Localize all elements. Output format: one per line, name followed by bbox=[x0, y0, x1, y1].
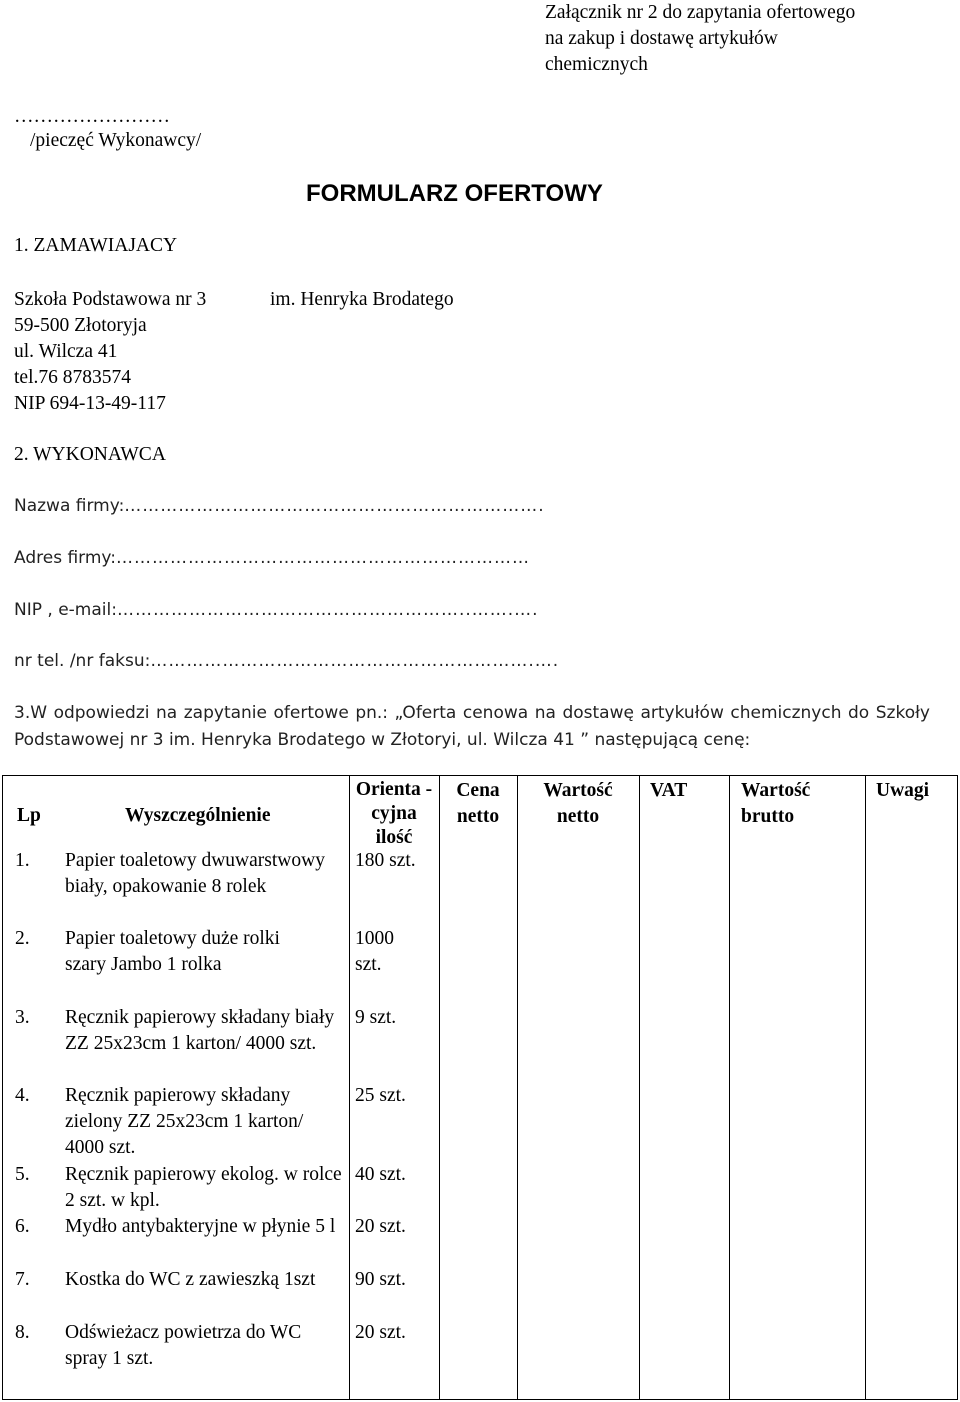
company-name-field[interactable] bbox=[14, 495, 545, 517]
header-quantity: Orienta -cyjna ilość bbox=[355, 779, 433, 848]
row-description: Ręcznik papierowy ekolog. w rolce 2 szt. w kpl. bbox=[65, 1164, 342, 1211]
section-3-text: 3.W odpowiedzi na zapytanie ofertowe pn.: „Oferta cenowa na dostawę artykułów chemicznych do Szkoły Podstawowej nr 3 im. Henryka Brodatego w Złotoryi, ul. Wilcza 41 ” następującą cenę: bbox=[14, 703, 930, 750]
header-value-net: Wartość netto bbox=[543, 780, 613, 827]
row-quantity: 1000 szt. bbox=[355, 928, 394, 975]
row-lp: 5. bbox=[15, 1164, 30, 1185]
buyer-street: ul. Wilcza 41 bbox=[14, 341, 118, 362]
company-name-label: Nazwa firmy: bbox=[14, 496, 125, 516]
row-description: Ręcznik papierowy składany zielony ZZ 25x23cm 1 karton/ 4000 szt. bbox=[65, 1085, 304, 1158]
buyer-nip: NIP 694-13-49-117 bbox=[14, 393, 166, 414]
header-description: Wyszczególnienie bbox=[125, 805, 271, 826]
header-price-net: Cena netto bbox=[456, 780, 500, 827]
buyer-phone: tel.76 8783574 bbox=[14, 367, 131, 388]
row-quantity: 40 szt. bbox=[355, 1164, 406, 1185]
annex-line-3: chemicznych bbox=[545, 54, 648, 75]
row-quantity: 180 szt. bbox=[355, 850, 416, 871]
row-lp: 2. bbox=[15, 928, 30, 949]
header-value-gross: Wartość brutto bbox=[741, 780, 811, 827]
annex-header bbox=[545, 0, 855, 78]
row-lp: 3. bbox=[15, 1007, 30, 1028]
row-quantity: 25 szt. bbox=[355, 1085, 406, 1106]
row-description: Mydło antybakteryjne w płynie 5 l bbox=[65, 1216, 336, 1237]
row-quantity: 20 szt. bbox=[355, 1216, 406, 1237]
phone-fax-label: nr tel. /nr faksu: bbox=[14, 651, 151, 671]
column-divider bbox=[639, 776, 640, 1399]
column-divider bbox=[517, 776, 518, 1399]
row-description: Papier toaletowy dwuwarstwowy biały, opakowanie 8 rolek bbox=[65, 850, 325, 897]
header-notes: Uwagi bbox=[876, 780, 930, 801]
row-description: Kostka do WC z zawieszką 1szt bbox=[65, 1269, 316, 1290]
phone-fax-dots: ……………………………………………………….…. bbox=[150, 651, 560, 671]
offer-table bbox=[2, 775, 958, 1400]
section-1-heading: 1. ZAMAWIAJACY bbox=[14, 235, 178, 256]
nip-email-label: NIP , e-mail: bbox=[14, 600, 117, 620]
row-lp: 4. bbox=[15, 1085, 30, 1106]
buyer-name-b: im. Henryka Brodatego bbox=[270, 289, 454, 310]
annex-line-1: Załącznik nr 2 do zapytania ofertowego bbox=[545, 2, 856, 23]
nip-email-dots: …………………………………………………..…….…. bbox=[116, 600, 539, 620]
row-lp: 6. bbox=[15, 1216, 30, 1237]
stamp-label: /pieczęć Wykonawcy/ bbox=[30, 130, 202, 151]
section-2-heading: 2. WYKONAWCA bbox=[14, 444, 166, 465]
company-address-field[interactable] bbox=[14, 547, 530, 569]
nip-email-field[interactable] bbox=[14, 599, 539, 621]
company-name-dots: ……………………………………………………………. bbox=[124, 496, 545, 516]
row-description: Odświeżacz powietrza do WC spray 1 szt. bbox=[65, 1322, 302, 1369]
page-title: FORMULARZ OFERTOWY bbox=[306, 180, 603, 207]
row-quantity: 90 szt. bbox=[355, 1269, 406, 1290]
stamp-dots: …………………… bbox=[14, 106, 170, 127]
phone-fax-field[interactable] bbox=[14, 650, 559, 672]
row-lp: 8. bbox=[15, 1322, 30, 1343]
header-lp: Lp bbox=[17, 805, 41, 826]
column-divider bbox=[349, 776, 350, 1399]
row-description: Papier toaletowy duże rolki szary Jambo 1 rolka bbox=[65, 928, 280, 975]
buyer-name-a: Szkoła Podstawowa nr 3 bbox=[14, 289, 207, 310]
row-quantity: 20 szt. bbox=[355, 1322, 406, 1343]
row-quantity: 9 szt. bbox=[355, 1007, 397, 1028]
header-vat: VAT bbox=[650, 780, 688, 801]
company-address-dots: …………………………………………………………… bbox=[115, 548, 530, 568]
buyer-city: 59-500 Złotoryja bbox=[14, 315, 147, 336]
row-description: Ręcznik papierowy składany biały ZZ 25x23cm 1 karton/ 4000 szt. bbox=[65, 1007, 335, 1054]
row-lp: 7. bbox=[15, 1269, 30, 1290]
row-lp: 1. bbox=[15, 850, 30, 871]
column-divider bbox=[729, 776, 730, 1399]
column-divider bbox=[865, 776, 866, 1399]
company-address-label: Adres firmy: bbox=[14, 548, 116, 568]
annex-line-2: na zakup i dostawę artykułów bbox=[545, 28, 778, 49]
